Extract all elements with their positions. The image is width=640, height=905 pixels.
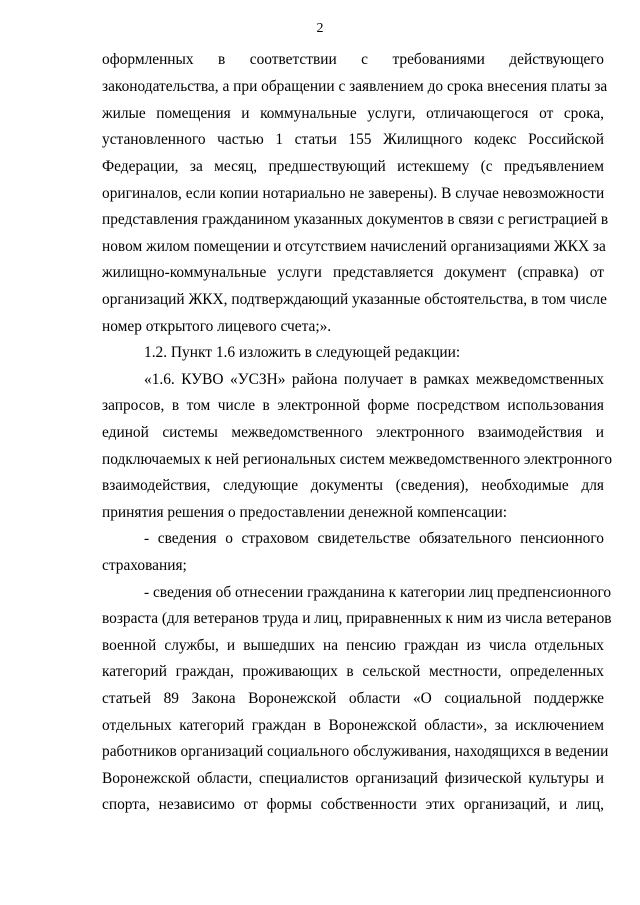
paragraph-heading: 1.2. Пункт 1.6 изложить в следующей редакции:: [144, 344, 461, 361]
text-line: работников организаций социального обслуживания, находящихся в ведении: [102, 743, 609, 760]
text-line: единой системы межведомственного электронного взаимодействия и: [102, 424, 604, 441]
page-number: 2: [316, 21, 324, 36]
text-line: представления гражданином указанных документов в связи с регистрацией в: [102, 211, 609, 228]
text-line: новом жилом помещении и отсутствием начислений организациями ЖКХ за: [102, 238, 606, 255]
list-item-line: - сведения об отнесении гражданина к категории лиц предпенсионного: [144, 584, 612, 601]
text-line: военной службы, и вышедших на пенсию граждан из числа отдельных: [102, 637, 604, 654]
text-line: запросов, в том числе в электронной форме посредством использования: [102, 397, 604, 414]
text-line: «1.6. КУВО «УСЗН» района получает в рамках межведомственных: [144, 371, 604, 388]
text-line: возраста (для ветеранов труда и лиц, приравненных к ним из числа ветеранов: [102, 610, 612, 627]
text-line: Федерации, за месяц, предшествующий истекшему (с предъявлением: [102, 158, 604, 175]
list-item-line: - сведения о страховом свидетельстве обязательного пенсионного: [144, 530, 604, 547]
text-line: установленного частью 1 статьи 155 Жилищного кодекс Российской: [102, 131, 604, 148]
text-line: подключаемых к ней региональных систем межведомственного электронного: [102, 451, 613, 468]
text-line: принятия решения о предоставлении денежной компенсации:: [102, 504, 508, 521]
text-line: оформленных в соответствии с требованиями действующего: [102, 51, 604, 68]
text-line: жилищно-коммунальные услуги представляется документ (справка) от: [102, 264, 604, 281]
text-line: статьей 89 Закона Воронежской области «О социальной поддержке: [102, 690, 604, 707]
text-line: отдельных категорий граждан в Воронежской области», за исключением: [102, 717, 604, 734]
text-line: Воронежской области, специалистов организаций физической культуры и: [102, 770, 604, 787]
text-line: взаимодействия, следующие документы (сведения), необходимые для: [102, 477, 604, 494]
text-line: номер открытого лицевого счета;».: [102, 318, 332, 335]
text-line: категорий граждан, проживающих в сельской местности, определенных: [102, 663, 604, 680]
text-line: страхования;: [102, 557, 187, 574]
text-line: оригиналов, если копии нотариально не заверены). В случае невозможности: [102, 185, 605, 202]
text-line: законодательства, а при обращении с заявлением до срока внесения платы за: [102, 78, 608, 95]
text-line: спорта, независимо от формы собственности этих организаций, и лиц,: [102, 796, 604, 813]
text-line: жилые помещения и коммунальные услуги, отличающегося от срока,: [102, 105, 604, 122]
text-line: организаций ЖКХ, подтверждающий указанные обстоятельства, в том числе: [102, 291, 607, 308]
